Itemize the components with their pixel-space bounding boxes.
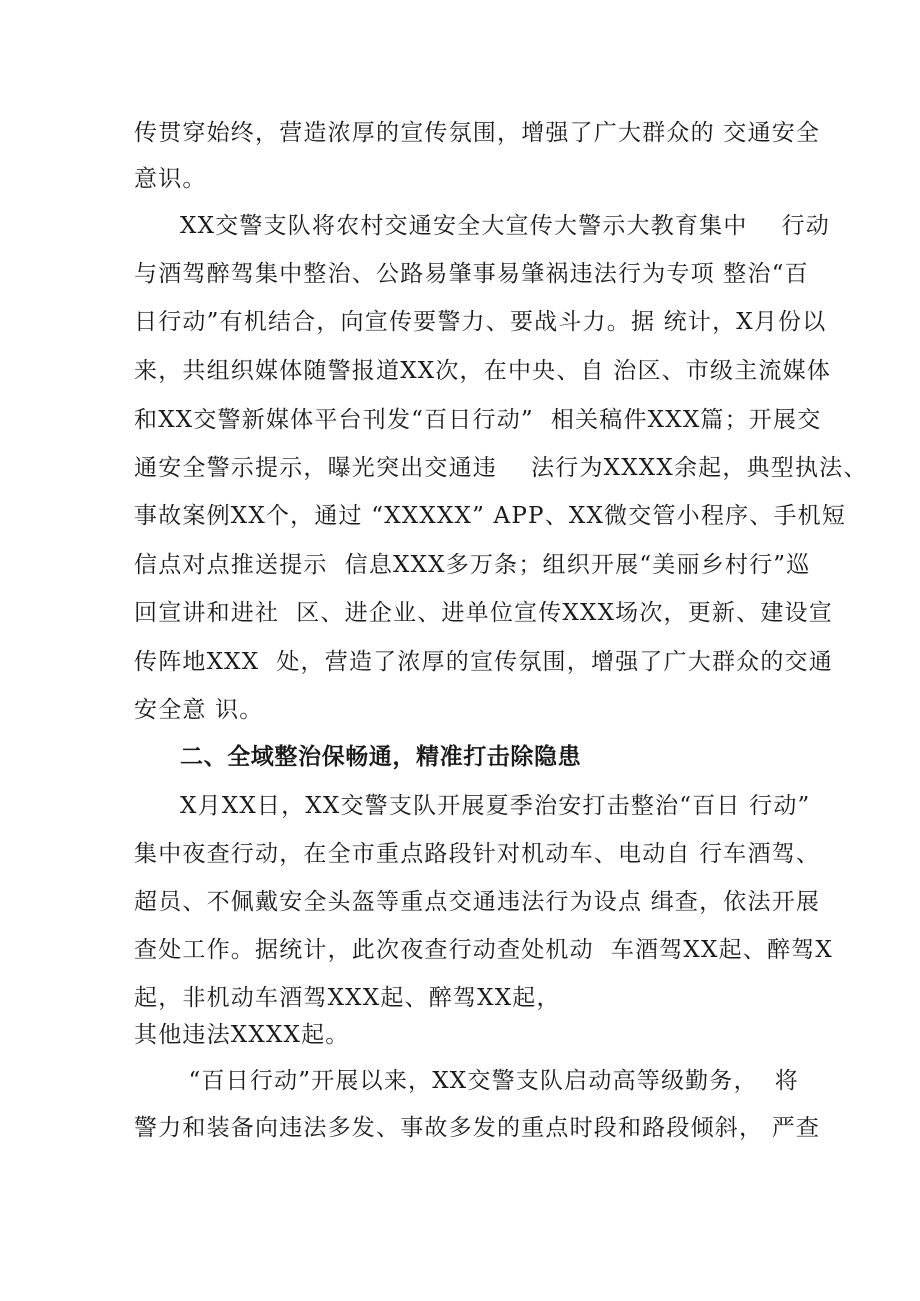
section-heading: 二、全域整治保畅通，精准打击除隐患 [180,744,582,770]
text-line: 和XX交警新媒体平台刊发“百日行动” 相关稿件XXX篇；开展交 [134,407,822,433]
text-line: 安全意 识。 [134,697,264,723]
text-line: 其他违法XXXX起。 [134,1022,350,1048]
text-line: 集中夜查行动，在全市重点路段针对机动车、电动自 行车酒驾、 [134,841,821,867]
text-line: 意识。 [134,166,207,192]
text-line: 与酒驾醉驾集中整治、公路易肇事易肇祸违法行为专项 整治“百 [134,261,809,287]
paragraph-start: X月XX日，XX交警支队开展夏季治安打击整治“百日 行动” [180,793,811,819]
text-line: 回宣讲和进社 区、进企业、进单位宣传XXX场次，更新、建设宣 [134,600,833,626]
paragraph-start: “百日行动”开展以来，XX交警支队启动高等级勤务， 将 [180,1068,799,1094]
text-line: 查处工作。据统计，此次夜查行动查处机动 车酒驾XX起、醉驾X [134,937,833,963]
text-line: 来，共组织媒体随警报道XX次，在中央、自 治区、市级主流媒体 [134,358,832,384]
paragraph-start: XX交警支队将农村交通安全大宣传大警示大教育集中 行动 [180,213,830,239]
text-line: 起，非机动车酒驾XXX起、醉驾XX起， [134,985,561,1011]
text-line: 传阵地XXX 处，营造了浓厚的宣传氛围，增强了广大群众的交通 [134,649,833,675]
text-line: 信点对点推送提示 信息XXX多万条；组织开展“美丽乡村行”巡 [134,552,811,578]
text-line: 超员、不佩戴安全头盔等重点交通违法行为设点 缉查，依法开展 [134,889,821,915]
text-line: 警力和装备向违法多发、事故多发的重点时段和路段倾斜， 严查 [134,1115,821,1141]
text-line: 日行动”有机结合，向宣传要警力、要战斗力。据 统计，X月份以 [134,309,827,335]
text-line: 事故案例XX个，通过 “XXXXX” APP、XX微交管小程序、手机短 [134,503,847,529]
text-line: 传贯穿始终，营造浓厚的宣传氛围，增强了广大群众的 交通安全 [134,120,821,146]
text-line: 通安全警示提示，曝光突出交通违 法行为XXXX余起，典型执法、 [134,455,868,481]
